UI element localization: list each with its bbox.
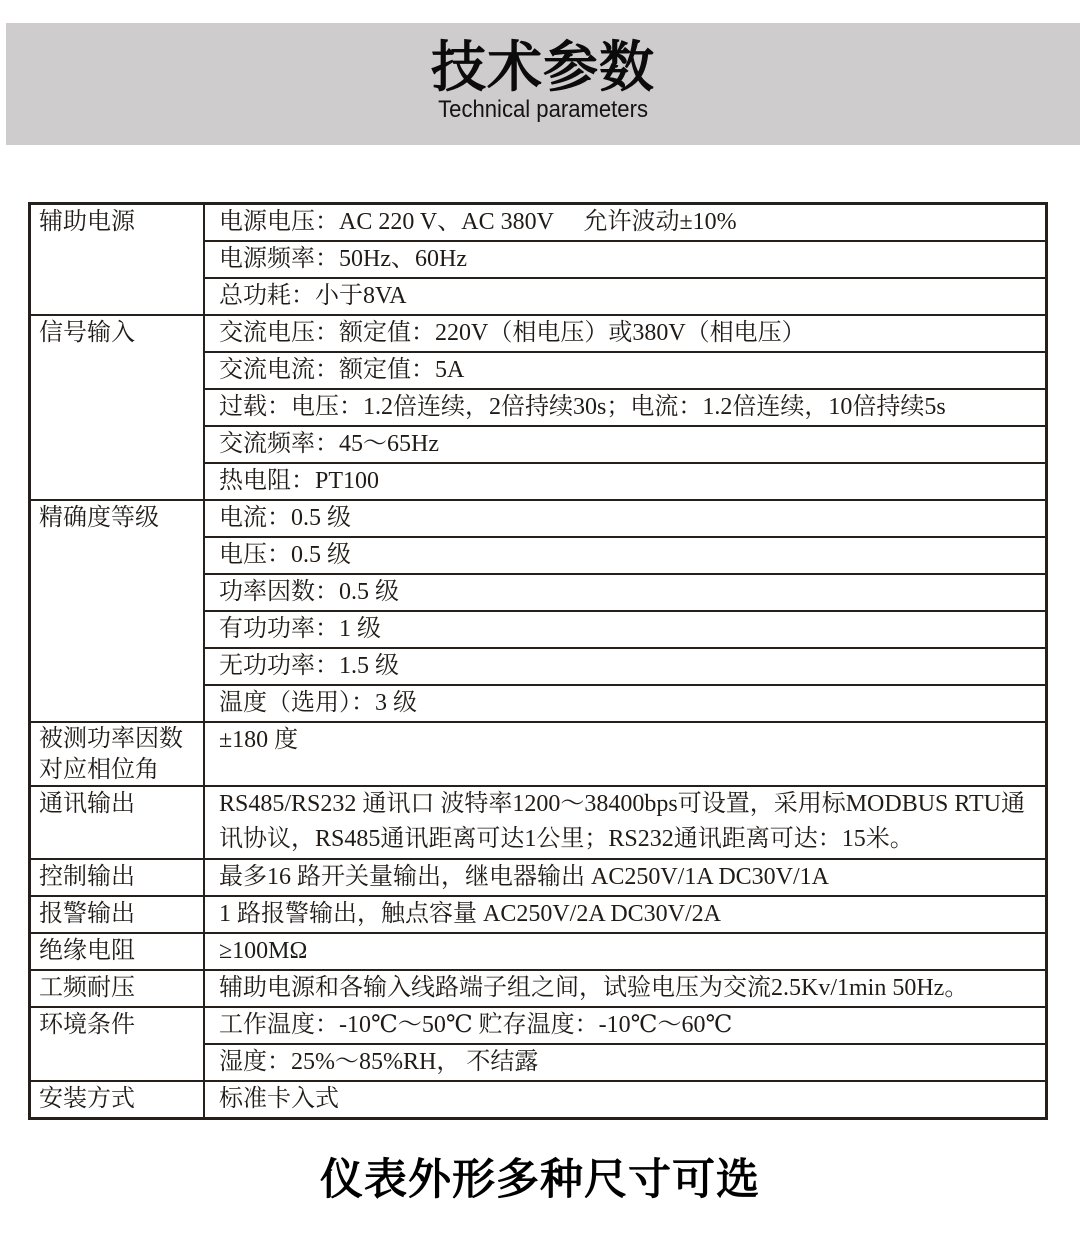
param-value-text: ±180 度 <box>219 727 299 753</box>
param-value-text: 湿度：25%～85%RH， 不结露 <box>219 1049 539 1075</box>
param-value-cell <box>204 426 1047 463</box>
page-subtitle: Technical parameters <box>438 95 648 123</box>
param-category-label: 对应相位角 <box>39 757 159 783</box>
param-value-text: 电源电压：AC 220 V、AC 380V 允许波动±10% <box>219 209 737 235</box>
table-row <box>30 1007 1047 1044</box>
param-value-cell <box>204 859 1047 896</box>
table-row <box>30 500 1047 537</box>
param-value-text: 辅助电源和各输入线路端子组之间，试验电压为交流2.5Kv/1min 50Hz。 <box>219 975 969 1001</box>
param-value-cell <box>204 896 1047 933</box>
param-category-label: 绝缘电阻 <box>39 938 135 964</box>
table-row <box>30 722 1047 786</box>
param-category-cell <box>30 500 205 722</box>
section-heading-sizes: 仪表外形多种尺寸可选 <box>320 1156 760 1204</box>
param-value-cell <box>204 1007 1047 1044</box>
param-category-cell <box>30 204 205 316</box>
param-value-text: 热电阻：PT100 <box>219 468 380 494</box>
param-value-text: 电源频率：50Hz、60Hz <box>219 246 467 272</box>
param-value-text: 1 路报警输出，触点容量 AC250V/2A DC30V/2A <box>219 901 722 927</box>
param-category-label: 控制输出 <box>39 864 135 890</box>
param-value-cell <box>204 611 1047 648</box>
param-value-cell <box>204 352 1047 389</box>
param-value-text: 电压：0.5 级 <box>219 542 351 568</box>
param-value-cell <box>204 1081 1047 1119</box>
param-value-text: 总功耗：小于8VA <box>219 283 407 309</box>
section-header <box>6 23 1080 145</box>
param-value-cell <box>204 315 1047 352</box>
param-category-cell <box>30 315 205 500</box>
param-value-text: 最多16 路开关量输出，继电器输出 AC250V/1A DC30V/1A <box>219 864 830 890</box>
param-value-text: 工作温度：-10℃～50℃ 贮存温度：-10℃～60℃ <box>219 1012 733 1038</box>
table-row <box>30 315 1047 352</box>
param-value-cell <box>204 933 1047 970</box>
param-value-cell <box>204 722 1047 786</box>
param-value-cell <box>204 463 1047 500</box>
table-row <box>30 896 1047 933</box>
param-category-cell <box>30 1007 205 1081</box>
param-value-cell <box>204 204 1047 242</box>
param-value-text: RS485/RS232 通讯口 波特率1200～38400bps可设置，采用标MODBUS RTU通讯协议，RS485通讯距离可达1公里；RS232通讯距离可达：15米。 <box>219 791 1025 852</box>
param-value-cell <box>204 685 1047 722</box>
param-category-label: 通讯输出 <box>39 791 135 817</box>
param-category-cell <box>30 896 205 933</box>
param-value-text: 电流：0.5 级 <box>219 505 351 531</box>
param-value-cell <box>204 278 1047 315</box>
param-value-cell <box>204 574 1047 611</box>
table-row <box>30 933 1047 970</box>
table-row <box>30 1081 1047 1119</box>
table-row <box>30 859 1047 896</box>
param-value-cell <box>204 648 1047 685</box>
param-value-text: 无功功率：1.5 级 <box>219 653 399 679</box>
param-value-cell <box>204 1044 1047 1081</box>
param-value-text: 温度（选用）：3 级 <box>219 690 417 716</box>
param-category-label: 工频耐压 <box>39 975 135 1001</box>
param-category-cell <box>30 859 205 896</box>
param-value-cell <box>204 500 1047 537</box>
param-value-cell <box>204 537 1047 574</box>
spec-table <box>28 202 1048 1120</box>
param-value-text: 交流电流：额定值：5A <box>219 357 465 383</box>
param-category-cell <box>30 970 205 1007</box>
param-value-text: 功率因数：0.5 级 <box>219 579 399 605</box>
param-value-cell <box>204 786 1047 859</box>
param-value-text: 有功功率：1 级 <box>219 616 381 642</box>
param-category-label: 环境条件 <box>39 1012 135 1038</box>
param-category-label: 信号输入 <box>39 320 135 346</box>
table-row <box>30 786 1047 859</box>
param-category-label: 精确度等级 <box>39 505 159 531</box>
param-category-cell <box>30 786 205 859</box>
page-title: 技术参数 <box>430 36 655 98</box>
param-category-cell <box>30 1081 205 1119</box>
param-value-cell <box>204 970 1047 1007</box>
param-category-cell <box>30 722 205 786</box>
param-value-text: ≥100MΩ <box>219 938 308 964</box>
table-row <box>30 970 1047 1007</box>
param-category-label: 被测功率因数 <box>39 726 183 752</box>
param-category-cell <box>30 933 205 970</box>
param-value-text: 交流电压：额定值：220V（相电压）或380V（相电压） <box>219 320 806 346</box>
param-value-cell <box>204 389 1047 426</box>
param-category-label: 报警输出 <box>39 901 135 927</box>
param-category-label: 辅助电源 <box>39 209 135 235</box>
param-value-text: 过载：电压：1.2倍连续，2倍持续30s；电流：1.2倍连续，10倍持续5s <box>219 394 946 420</box>
param-value-cell <box>204 241 1047 278</box>
table-row <box>30 204 1047 242</box>
param-value-text: 标准卡入式 <box>219 1086 339 1112</box>
param-category-label: 安装方式 <box>39 1086 135 1112</box>
param-value-text: 交流频率：45～65Hz <box>219 431 439 457</box>
